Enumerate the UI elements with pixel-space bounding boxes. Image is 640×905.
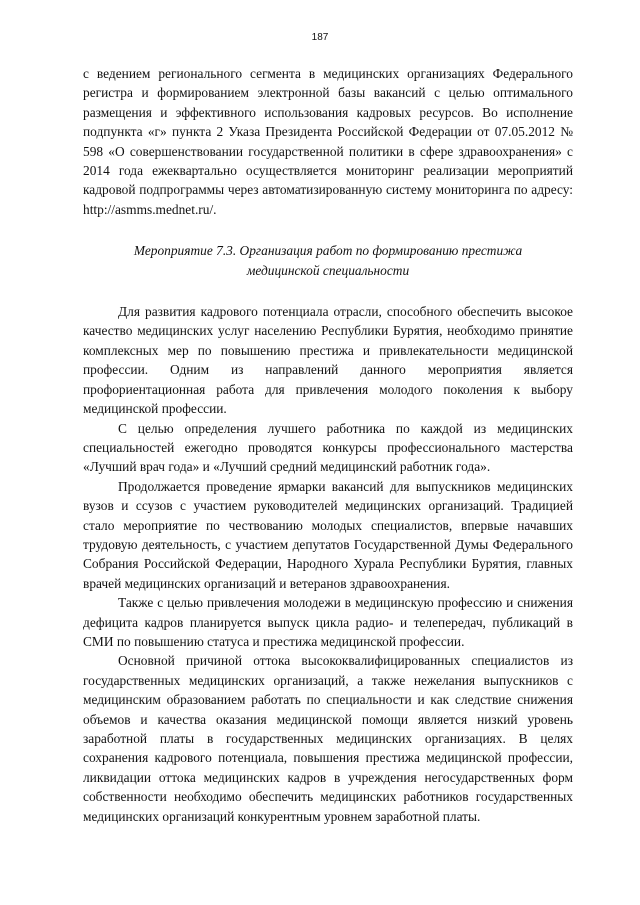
- paragraph-3: Продолжается проведение ярмарки вакансий для выпускников медицинских вузов и ссузов с участием руководителей медицинских организаций. Традицией стало мероприятие по чествованию молодых специалистов, впервые начавших трудовую деятельность, с участием депутатов Государственной Думы Федерального Собрания Российской Федерации, Народного Хурала Республики Бурятия, главных врачей медицинских организаций и ветеранов здравоохранения.: [83, 478, 573, 591]
- paragraph-5: Основной причиной оттока высококвалифицированных специалистов из государственных медицинских организаций, а также нежелания выпускников с медицинским образованием работать по специальности и как следствие снижения объемов и качества оказания медицинской помощи является низкий уровень заработной платы в государственных медицинских организациях. В целях сохранения кадрового потенциала, повышения престижа медицинской профессии, ликвидации оттока медицинских кадров в учреждения негосударственных форм собственности необходимо обеспечить медицинских работников государственных медицинских организаций конкурентным уровнем заработной платы.: [83, 653, 573, 824]
- paragraph-1: Для развития кадрового потенциала отрасли, способного обеспечить высокое качество медицинских услуг населению Республики Бурятия, необходимо принятие комплексных мер по повышению престижа и привлекательности медицинской профессии. Одним из направлений данного мероприятия является профориентационная работа для привлечения молодого поколения к выбору медицинской профессии.: [83, 304, 573, 417]
- document-body: [83, 64, 573, 826]
- paragraph-2: С целью определения лучшего работника по каждой из медицинских специальностей ежегодно проводятся конкурсы профессионального мастерства «Лучший врач года» и «Лучший средний медицинский работник года».: [83, 420, 573, 475]
- section-heading-line-2: медицинской специальности: [246, 262, 410, 278]
- section-heading-line-1: Мероприятие 7.3. Организация работ по формированию престижа: [133, 243, 523, 259]
- section-heading: [83, 241, 573, 280]
- paragraph-4: Также с целью привлечения молодежи в медицинскую профессию и снижения дефицита кадров планируется выпуск цикла радио- и телепередач, публикаций в СМИ по повышению статуса и престижа медицинской профессии.: [83, 595, 573, 649]
- intro-paragraph: с ведением регионального сегмента в медицинских организациях Федерального регистра и формированием электронной базы вакансий с целью оптимального размещения и эффективного использования кадровых ресурсов. Во исполнение подпункта «г» пункта 2 Указа Президента Российской Федерации от 07.05.2012 № 598 «О совершенствовании государственной политики в сфере здравоохранения» с 2014 года ежеквартально осуществляется мониторинг реализации мероприятий кадровой подпрограммы через автоматизированную систему мониторинга по адресу: http://asmms.mednet.ru/.: [83, 66, 573, 217]
- page-number: 187: [311, 32, 329, 43]
